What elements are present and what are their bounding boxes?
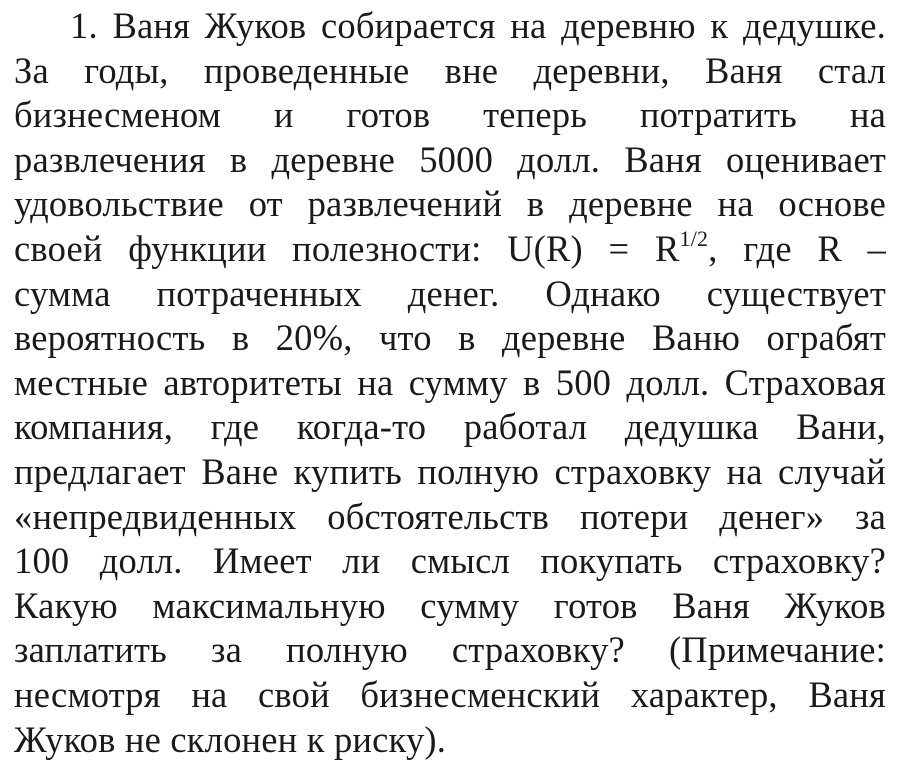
text-line: «непредвиденных обстоятельств потери денег» за [14, 495, 886, 537]
text-line: Какую максимальную сумму готов Ваня Жуков [14, 584, 886, 626]
formula-text-before: своей функции полезности: U(R) = R [14, 227, 680, 269]
formula-text-after: , где R – [708, 227, 886, 269]
text-line: местные авторитеты на сумму в 500 долл. Страховая [14, 361, 886, 403]
problem-text [14, 4, 886, 762]
text-line: удовольствие от развлечений в деревне на основе [14, 183, 886, 225]
text-line: За годы, проведенные вне деревни, Ваня стал [14, 49, 886, 91]
text-line: развлечения в деревне 5000 долл. Ваня оценивает [14, 138, 886, 180]
text-line: 1. Ваня Жуков собирается на деревню к дедушке. [70, 5, 886, 46]
utility-formula-line [14, 227, 886, 272]
text-line: Жуков не склонен к риску). [14, 718, 447, 760]
text-line: бизнесменом и готов теперь потратить на [14, 94, 886, 136]
text-line: несмотря на свой бизнесменский характер, Ваня [14, 673, 886, 715]
text-line: заплатить за полную страховку? (Примечание: [14, 629, 886, 671]
text-line: сумма потраченных денег. Однако существует [14, 272, 886, 314]
text-line: вероятность в 20%, что в деревне Ваню ограбят [14, 317, 886, 359]
text-line: 100 долл. Имеет ли смысл покупать страховку? [14, 540, 886, 582]
text-line: предлагает Ване купить полную страховку на случай [14, 450, 886, 492]
text-line: компания, где когда-то работал дедушка Вани, [14, 406, 886, 448]
formula-exponent: 1/2 [679, 225, 709, 251]
